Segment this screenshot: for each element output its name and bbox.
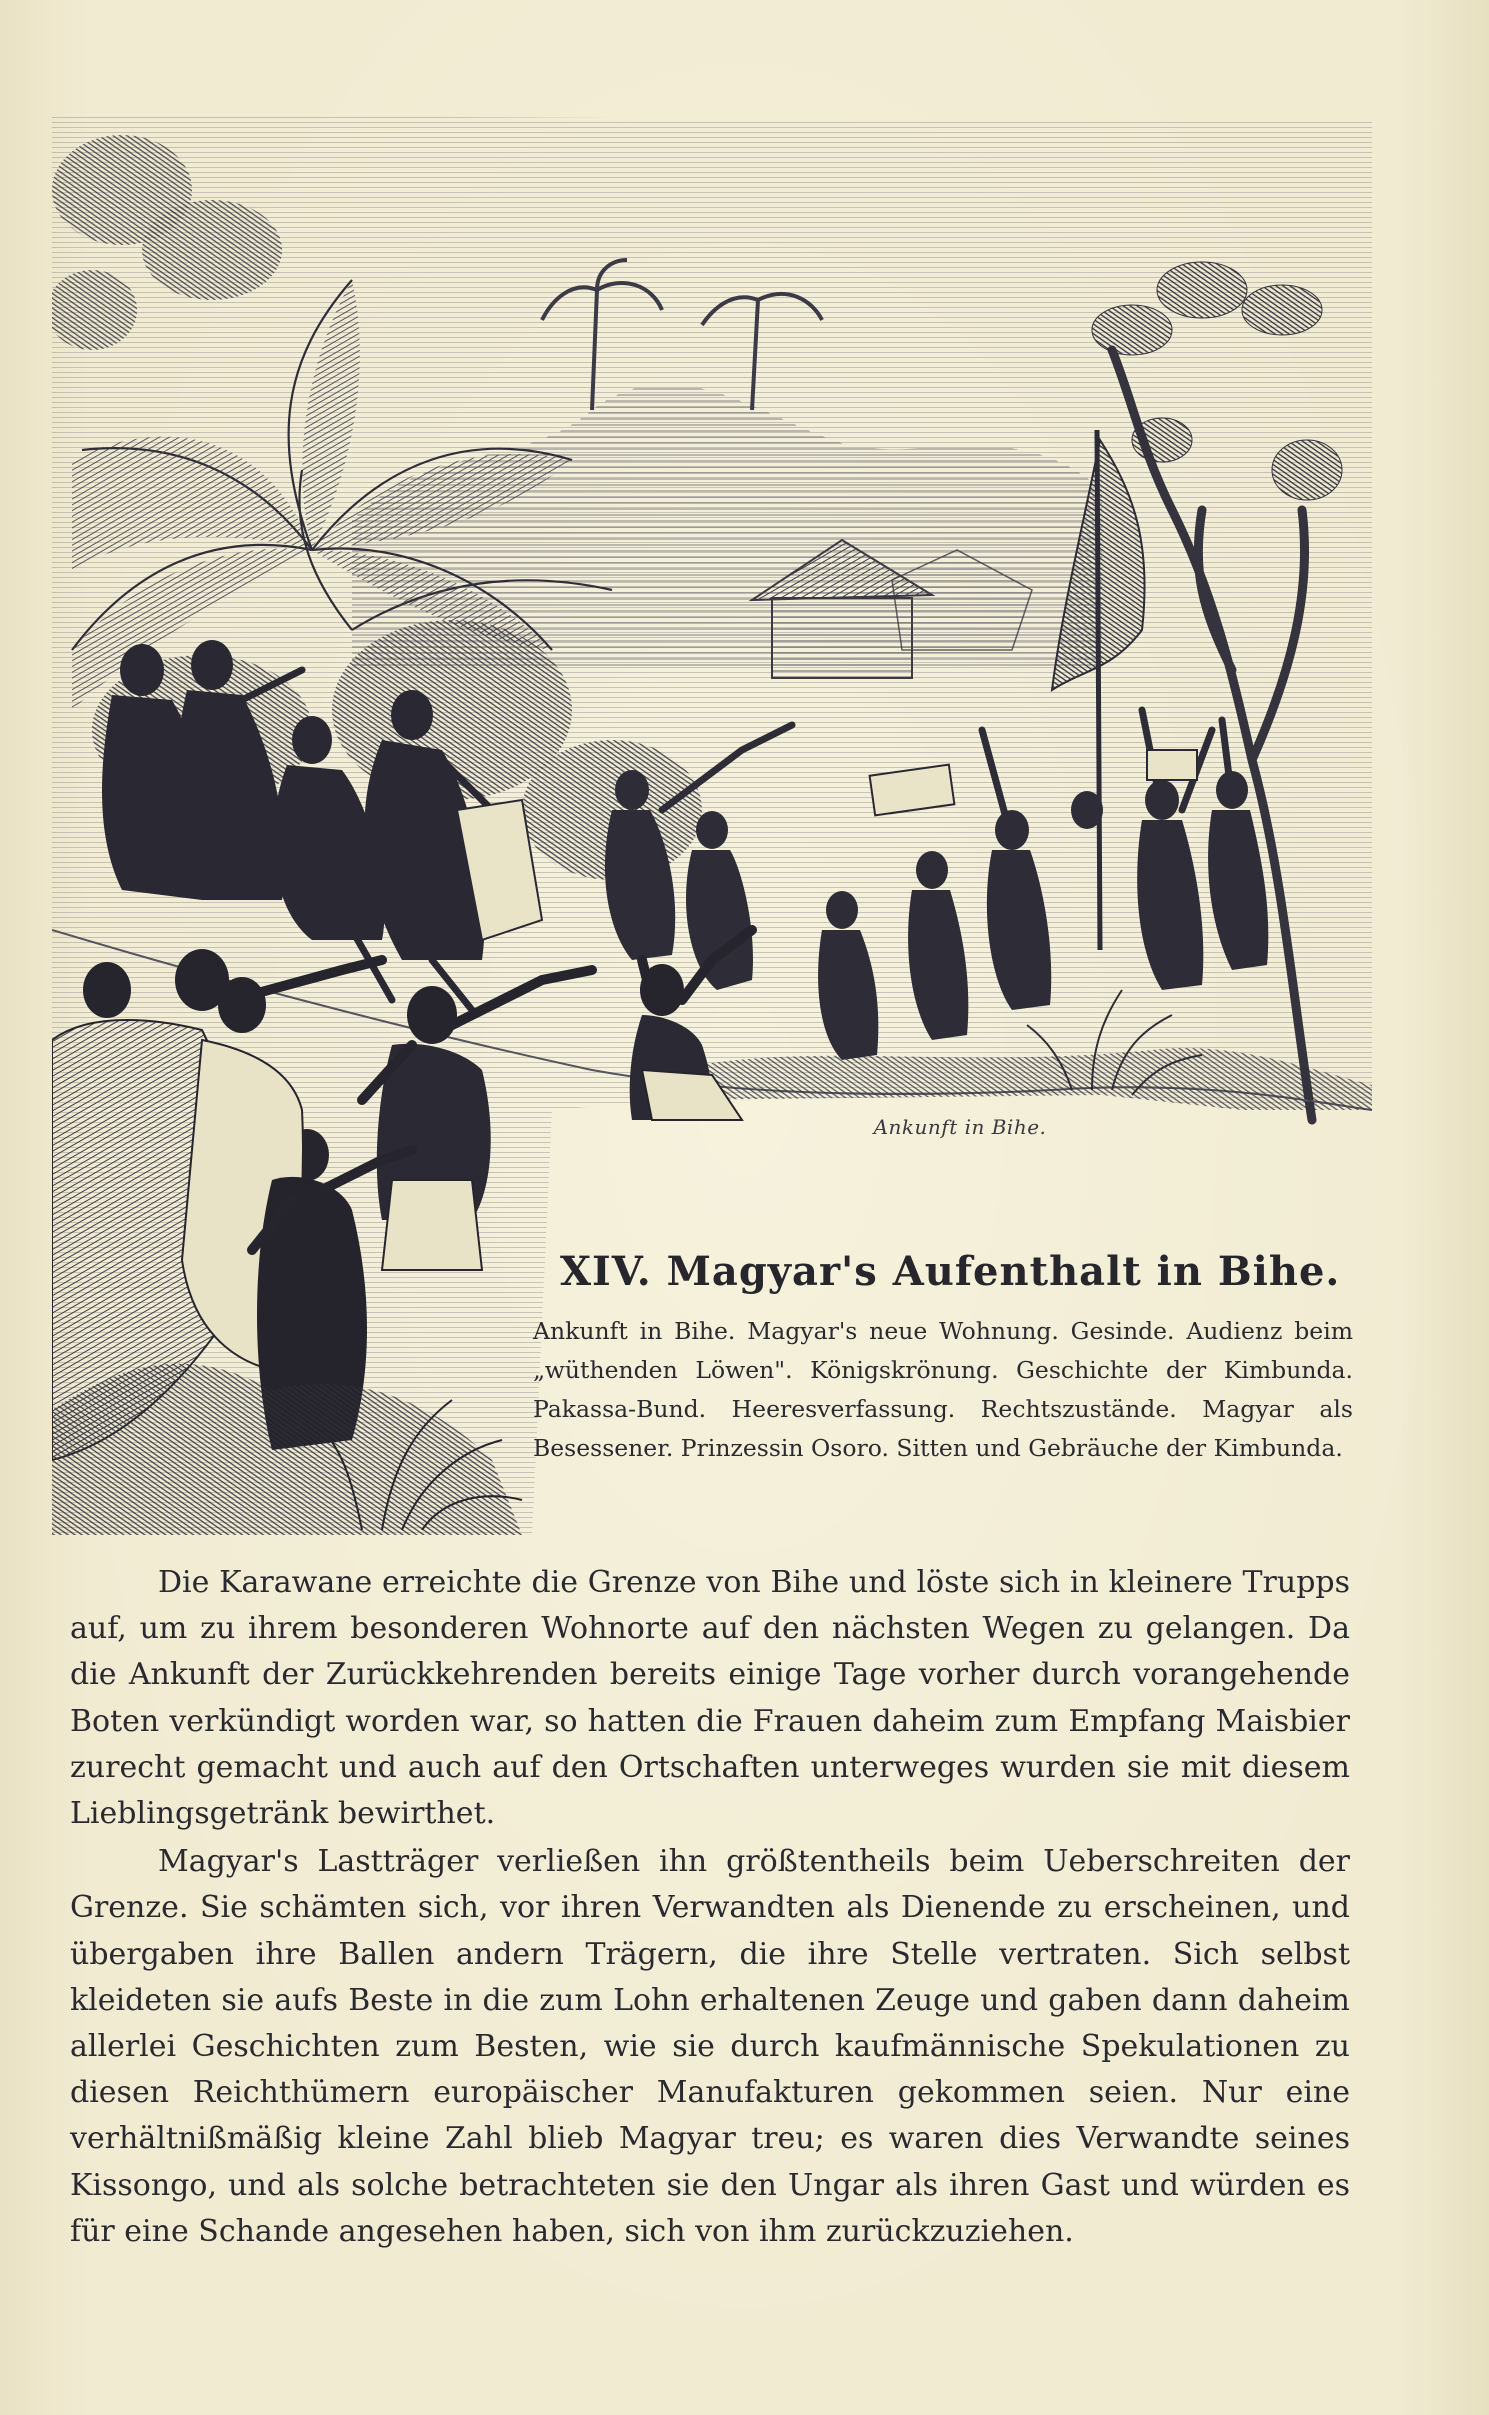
chapter-title: XIV. Magyar's Aufenthalt in Bihe. <box>560 1248 1341 1295</box>
body-text <box>70 1560 1350 2255</box>
paragraph: Magyar's Lastträger verließen ihn größtentheils beim Ueberschreiten der Grenze. Sie schämten sich, vor ihren Verwandten als Dienende zu erscheinen, und übergaben ihre Ballen andern Trägern, die ihre Stelle vertraten. Sich selbst kleideten sie aufs Beste in die zum Lohn erhaltenen Zeuge und gaben dann daheim allerlei Geschichten zum Besten, wie sie durch kaufmännische Spekulationen zu diesen Reichthümern europäischer Manufakturen gekommen seien. Nur eine verhältnißmäßig kleine Zahl blieb Magyar treu; es waren dies Verwandte seines Kissongo, und als solche betrachteten sie den Ungar als ihren Gast und würden es für eine Schande angesehen haben, sich von ihm zurückzuziehen. <box>70 1844 1350 2249</box>
illustration-caption: Ankunft in Bihe. <box>873 1115 1047 1139</box>
paragraph: Die Karawane erreichte die Grenze von Bihe und löste sich in kleinere Trupps auf, um zu ihrem besonderen Wohnorte auf den nächsten Wegen zu gelangen. Da die Ankunft der Zurückkehrenden bereits einige Tage vorher durch vorangehende Boten verkündigt worden war, so hatten die Frauen daheim zum Empfang Maisbier zurecht gemacht und auch auf den Ortschaften unterweges wurden sie mit diesem Lieblingsgetränk bewirthet. <box>70 1565 1350 1832</box>
chapter-summary: Ankunft in Bihe. Magyar's neue Wohnung. Gesinde. Audienz beim „wüthenden Löwen". Königskrönung. Geschichte der Kimbunda. Pakassa-Bund. Heeresverfassung. Rechtszustände. Magyar als Besessener. Prinzessin Osoro. Sitten und Gebräuche der Kimbunda. <box>533 1317 1353 1462</box>
